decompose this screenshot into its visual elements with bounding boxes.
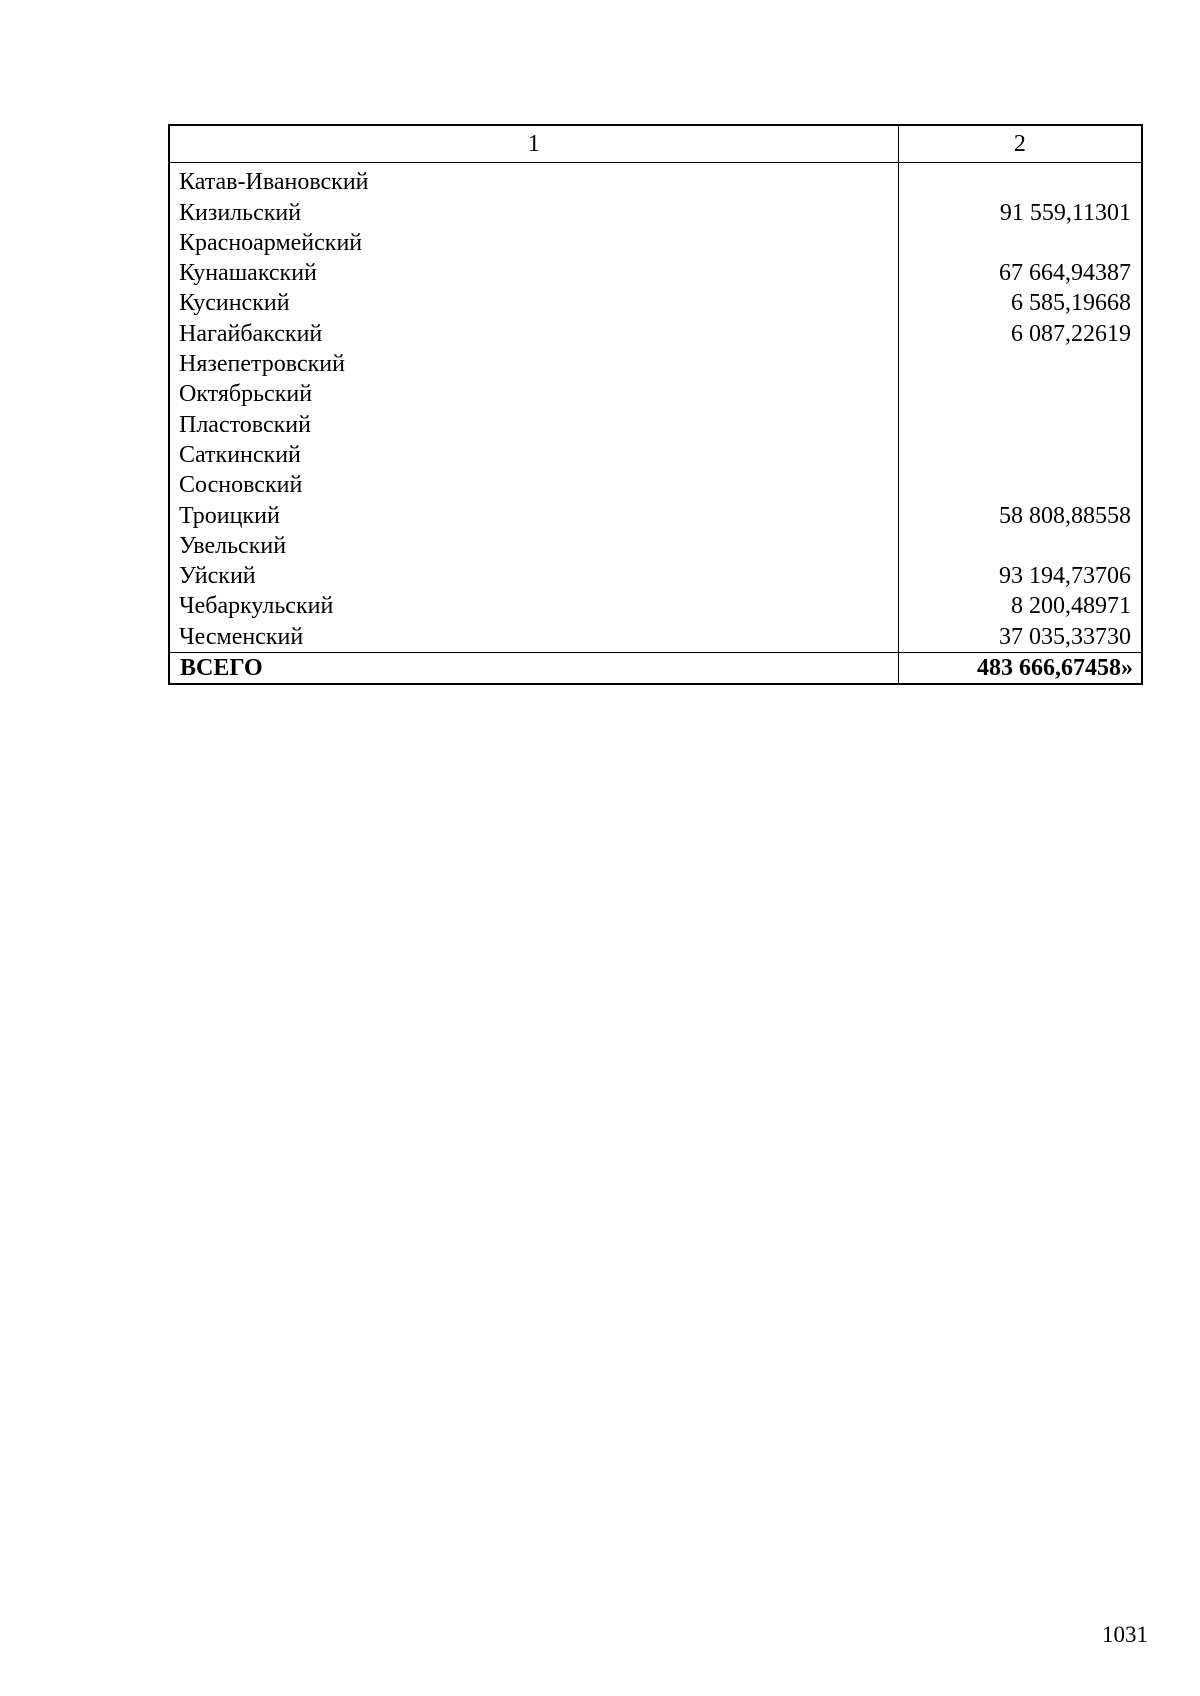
district-value	[898, 531, 1142, 561]
district-name: Чебаркульский	[169, 591, 898, 621]
table-row	[169, 621, 1142, 652]
table-row	[169, 409, 1142, 439]
total-label: ВСЕГО	[169, 652, 898, 684]
district-value	[898, 379, 1142, 409]
total-row	[169, 652, 1142, 684]
district-value	[898, 409, 1142, 439]
district-value: 8 200,48971	[898, 591, 1142, 621]
table-row	[169, 470, 1142, 500]
table-row	[169, 591, 1142, 621]
district-value	[898, 349, 1142, 379]
district-name: Катав-Ивановский	[169, 163, 898, 198]
district-name: Кусинский	[169, 288, 898, 318]
district-name: Пластовский	[169, 409, 898, 439]
district-name: Красноармейский	[169, 228, 898, 258]
table-row	[169, 531, 1142, 561]
table-row	[169, 561, 1142, 591]
district-name: Октябрьский	[169, 379, 898, 409]
table-row	[169, 258, 1142, 288]
district-name: Сосновский	[169, 470, 898, 500]
table-row	[169, 500, 1142, 530]
district-name: Кунашакский	[169, 258, 898, 288]
district-value: 93 194,73706	[898, 561, 1142, 591]
table-row	[169, 228, 1142, 258]
table-row	[169, 379, 1142, 409]
table-header-row	[169, 125, 1142, 163]
district-value: 67 664,94387	[898, 258, 1142, 288]
page-number: 1031	[1102, 1622, 1148, 1647]
district-value: 6 087,22619	[898, 318, 1142, 348]
column-header-1: 1	[169, 125, 898, 163]
table-row	[169, 163, 1142, 198]
district-name: Нязепетровский	[169, 349, 898, 379]
district-value	[898, 228, 1142, 258]
district-value	[898, 470, 1142, 500]
district-value: 37 035,33730	[898, 621, 1142, 652]
districts-table	[168, 124, 1143, 685]
district-name: Кизильский	[169, 197, 898, 227]
district-value: 58 808,88558	[898, 500, 1142, 530]
district-name: Троицкий	[169, 500, 898, 530]
total-value: 483 666,67458»	[898, 652, 1142, 684]
district-name: Увельский	[169, 531, 898, 561]
column-header-2: 2	[898, 125, 1142, 163]
district-value: 91 559,11301	[898, 197, 1142, 227]
district-name: Нагайбакский	[169, 318, 898, 348]
table-row	[169, 318, 1142, 348]
district-value	[898, 163, 1142, 198]
district-value: 6 585,19668	[898, 288, 1142, 318]
table-row	[169, 349, 1142, 379]
district-name: Уйский	[169, 561, 898, 591]
district-name: Саткинский	[169, 440, 898, 470]
table-row	[169, 440, 1142, 470]
table-row	[169, 197, 1142, 227]
table-row	[169, 288, 1142, 318]
district-name: Чесменский	[169, 621, 898, 652]
district-value	[898, 440, 1142, 470]
